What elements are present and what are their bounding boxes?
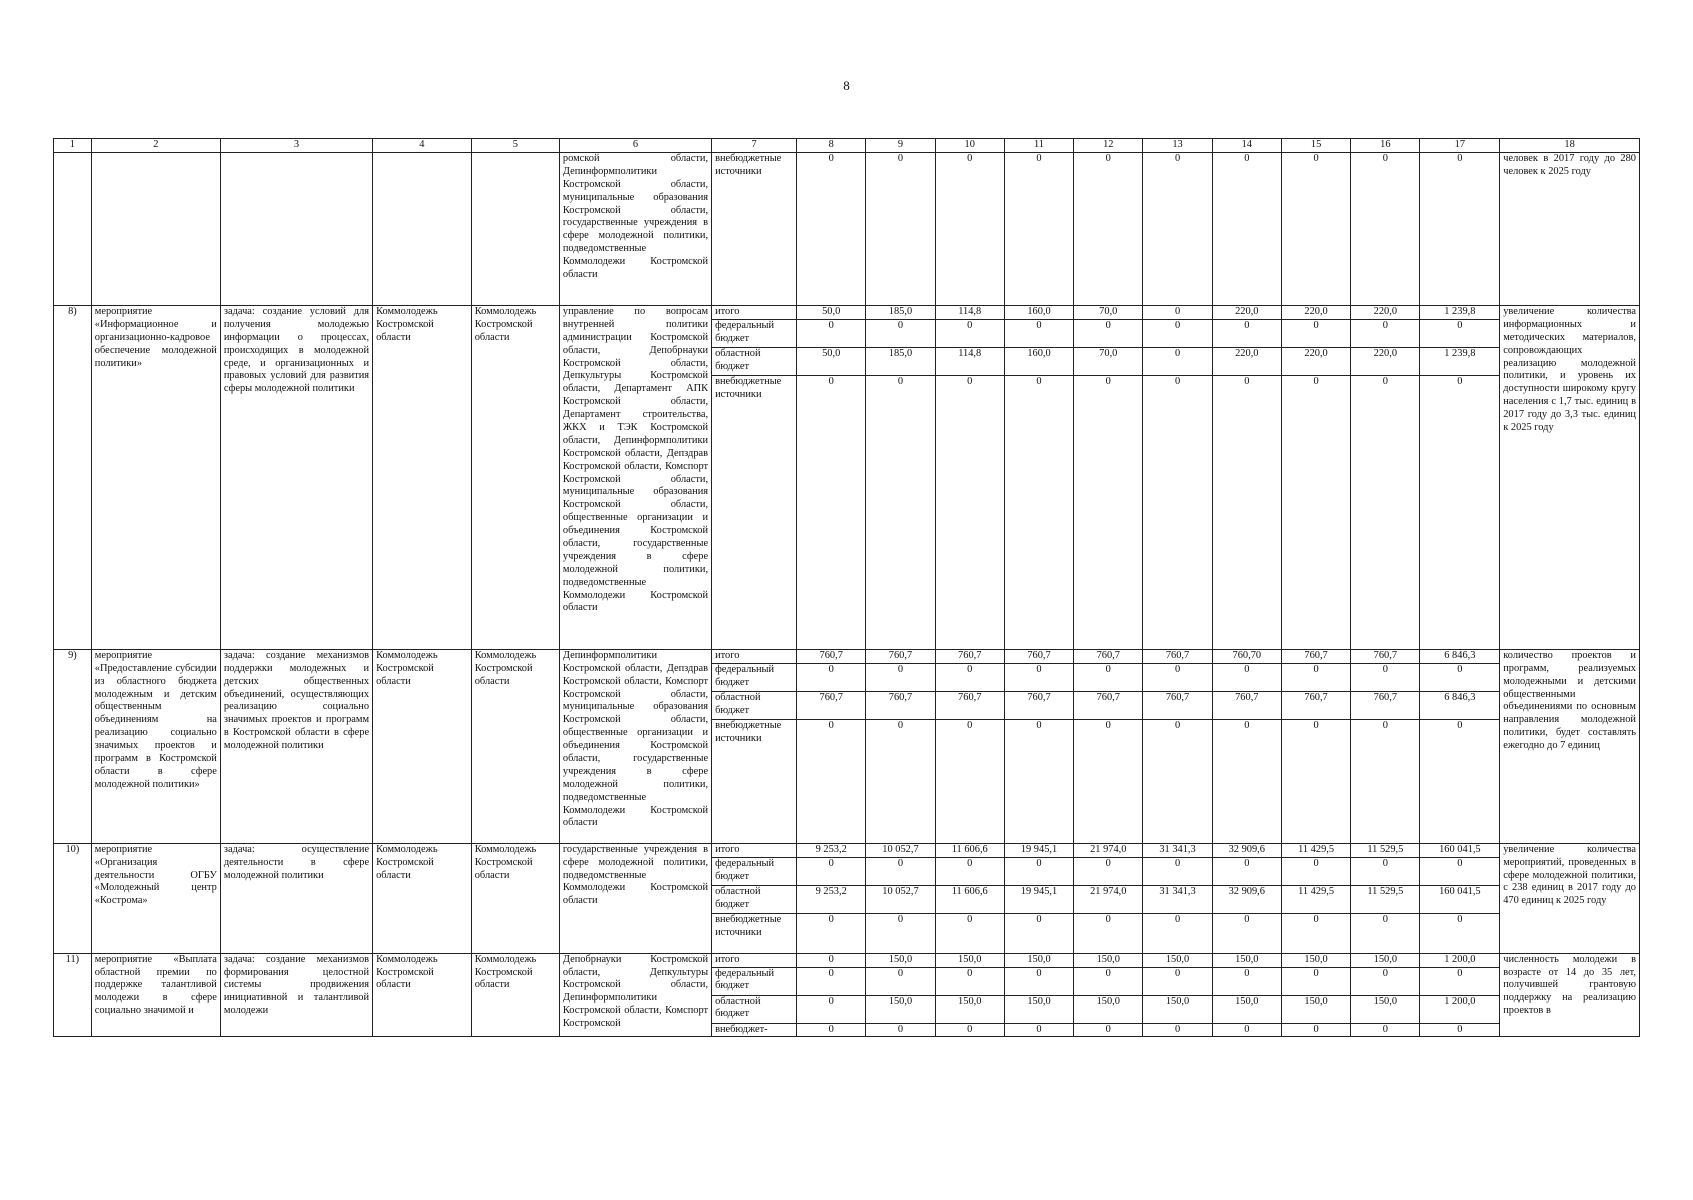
funding-value-cell: 32 909,6 [1212, 843, 1281, 857]
funding-value-cell: 11 429,5 [1281, 843, 1350, 857]
funding-value-cell: 11 606,6 [935, 843, 1004, 857]
funding-value-cell: 6 846,3 [1420, 649, 1500, 663]
funding-value-cell: 0 [935, 967, 1004, 995]
measure-name-cell: мероприятие «Выплата областной премии по поддержке талантливой молодежи в сфере социально значимой и [91, 953, 220, 1037]
funding-source-label: внебюджетные источники [712, 375, 797, 649]
funding-value-cell: 150,0 [1281, 953, 1350, 967]
participants-cell: ромской области, Депинформполитики Костромской области, муниципальные образования Костромской области, государственные учреждения в сфере молодежной политики, подведомственные Коммолодежи Костромской области [559, 153, 711, 306]
funding-value-cell: 0 [935, 719, 1004, 843]
funding-value-cell: 0 [935, 319, 1004, 347]
funding-source-label: внебюджетные источники [712, 913, 797, 953]
col-header-2: 2 [91, 139, 220, 153]
funding-source-label: федеральный бюджет [712, 319, 797, 347]
funding-value-cell: 0 [1074, 913, 1143, 953]
funding-value-cell: 0 [1420, 857, 1500, 885]
funding-value-cell: 50,0 [797, 347, 866, 375]
funding-value-cell: 0 [1281, 719, 1350, 843]
funding-value-cell: 0 [1212, 857, 1281, 885]
chief-administrator-cell: Коммолодежь Костромской области [471, 649, 559, 843]
funding-value-cell: 0 [1004, 663, 1073, 691]
funding-source-label: федеральный бюджет [712, 663, 797, 691]
funding-value-cell: 0 [1351, 319, 1420, 347]
col-header-5: 5 [471, 139, 559, 153]
funding-value-cell: 760,7 [1281, 691, 1350, 719]
funding-value-cell: 0 [797, 1023, 866, 1037]
funding-value-cell: 185,0 [866, 347, 935, 375]
funding-source-label: итого [712, 306, 797, 320]
funding-value-cell: 70,0 [1074, 347, 1143, 375]
funding-value-cell: 760,7 [797, 649, 866, 663]
funding-value-cell: 0 [866, 663, 935, 691]
col-header-11: 11 [1004, 139, 1073, 153]
funding-value-cell: 0 [1351, 1023, 1420, 1037]
funding-value-cell: 31 341,3 [1143, 843, 1212, 857]
col-header-15: 15 [1281, 139, 1350, 153]
measure-task-cell: задача: создание условий для получения молодежью информации о процессах, происходящих в молодежной среде, и организационных и правовых условий для развития сферы молодежной политики [220, 306, 372, 650]
funding-value-cell: 0 [797, 375, 866, 649]
funding-value-cell: 0 [1004, 967, 1073, 995]
col-header-18: 18 [1500, 139, 1640, 153]
chief-administrator-cell: Коммолодежь Костромской области [471, 306, 559, 650]
funding-value-cell: 0 [866, 967, 935, 995]
measure-number-cell: 10) [54, 843, 92, 953]
funding-value-cell: 1 239,8 [1420, 306, 1500, 320]
participants-cell: Депобрнауки Костромской области, Депкультуры Костромской области, Депинформполитики Костромской области, Комспорт Костромской [559, 953, 711, 1037]
funding-value-cell: 150,0 [1212, 953, 1281, 967]
measure-number-cell: 8) [54, 306, 92, 650]
program-table [53, 138, 1640, 1037]
responsible-executor-cell: Коммолодежь Костромской области [373, 843, 472, 953]
funding-value-cell: 160 041,5 [1420, 885, 1500, 913]
cell [220, 153, 372, 306]
responsible-executor-cell: Коммолодежь Костромской области [373, 306, 472, 650]
funding-value-cell: 0 [1143, 663, 1212, 691]
participants-cell: Депинформполитики Костромской области, Депздрав Костромской области, Комспорт Костромской области, муниципальные образования Костромской области, общественные организации и объединения Костромской области, государственные учреждения в сфере молодежной политики, подведомственные Коммолодежи Костромской области [559, 649, 711, 843]
funding-value-cell: 9 253,2 [797, 843, 866, 857]
cell [373, 153, 472, 306]
measure-name-cell: мероприятие «Предоставление субсидии из областного бюджета молодежным и детским общественным объединениям на реализацию социально значимых проектов и программ в Костромской области в сфере молодежной политики» [91, 649, 220, 843]
funding-value-cell: 0 [866, 319, 935, 347]
funding-value-cell: 50,0 [797, 306, 866, 320]
funding-value-cell: 0 [1212, 967, 1281, 995]
funding-value-cell: 11 429,5 [1281, 885, 1350, 913]
funding-value-cell: 150,0 [866, 953, 935, 967]
value-cell: 0 [1351, 153, 1420, 306]
col-header-7: 7 [712, 139, 797, 153]
funding-source-label: федеральный бюджет [712, 967, 797, 995]
funding-value-cell: 150,0 [1004, 995, 1073, 1023]
funding-value-cell: 760,7 [1143, 649, 1212, 663]
funding-value-cell: 0 [935, 857, 1004, 885]
measure-task-cell: задача: осуществление деятельности в сфере молодежной политики [220, 843, 372, 953]
funding-value-cell: 150,0 [1351, 953, 1420, 967]
funding-value-cell: 21 974,0 [1074, 843, 1143, 857]
value-cell: 0 [797, 153, 866, 306]
col-header-13: 13 [1143, 139, 1212, 153]
expected-result-cell: численность молодежи в возрасте от 14 до 35 лет, получившей грантовую поддержку на реализацию проектов в [1500, 953, 1640, 1037]
funding-value-cell: 0 [1143, 347, 1212, 375]
value-cell: 0 [1281, 153, 1350, 306]
cell [471, 153, 559, 306]
funding-value-cell: 150,0 [1143, 995, 1212, 1023]
funding-value-cell: 0 [1074, 663, 1143, 691]
column-number-row [54, 139, 1640, 153]
funding-value-cell: 150,0 [1351, 995, 1420, 1023]
value-cell: 0 [1004, 153, 1073, 306]
participants-cell: государственные учреждения в сфере молодежной политики, подведомственные Коммолодежи Костромской области [559, 843, 711, 953]
funding-value-cell: 0 [1074, 1023, 1143, 1037]
value-cell: 0 [1074, 153, 1143, 306]
funding-value-cell: 0 [1420, 663, 1500, 691]
funding-value-cell: 0 [935, 1023, 1004, 1037]
funding-value-cell: 760,7 [935, 649, 1004, 663]
funding-value-cell: 0 [1351, 375, 1420, 649]
funding-value-cell: 0 [1004, 719, 1073, 843]
funding-value-cell: 0 [1212, 1023, 1281, 1037]
responsible-executor-cell: Коммолодежь Костромской области [373, 953, 472, 1037]
funding-value-cell: 19 945,1 [1004, 885, 1073, 913]
funding-value-cell: 32 909,6 [1212, 885, 1281, 913]
funding-value-cell: 760,7 [866, 649, 935, 663]
cell [54, 153, 92, 306]
funding-value-cell: 0 [1143, 967, 1212, 995]
funding-value-cell: 160 041,5 [1420, 843, 1500, 857]
measure-8-total-row [54, 306, 1640, 320]
participants-cell: управление по вопросам внутренней политики администрации Костромской области, Депобрнауки Костромской области, Депкультуры Костромской области, Департамент АПК Костромской области, Департамент строительства, ЖКХ и ТЭК Костромской области, Депинформполитики Костромской области, Депздрав Костромской области, Комспорт Костромской области, муниципальные образования Костромской области, общественные организации и объединения Костромской области, государственные учреждения в сфере молодежной политики, подведомственные Коммолодежи Костромской области [559, 306, 711, 650]
funding-value-cell: 114,8 [935, 306, 1004, 320]
measure-task-cell: задача: создание механизмов формирования целостной системы продвижения инициативной и талантливой молодежи [220, 953, 372, 1037]
funding-value-cell: 760,7 [1074, 691, 1143, 719]
funding-value-cell: 0 [1212, 663, 1281, 691]
funding-source-label: областной бюджет [712, 347, 797, 375]
funding-value-cell: 220,0 [1212, 347, 1281, 375]
col-header-4: 4 [373, 139, 472, 153]
funding-value-cell: 220,0 [1281, 347, 1350, 375]
col-header-17: 17 [1420, 139, 1500, 153]
funding-value-cell: 0 [1281, 967, 1350, 995]
measure-name-cell: мероприятие «Информационное и организационно-кадровое обеспечение молодежной политики» [91, 306, 220, 650]
funding-value-cell: 150,0 [935, 953, 1004, 967]
funding-value-cell: 0 [1143, 857, 1212, 885]
funding-value-cell: 0 [1212, 319, 1281, 347]
funding-value-cell: 0 [1004, 319, 1073, 347]
col-header-8: 8 [797, 139, 866, 153]
source-label: внебюджетные источники [712, 153, 797, 306]
col-header-6: 6 [559, 139, 711, 153]
funding-source-label: внебюджетные источники [712, 719, 797, 843]
funding-value-cell: 0 [1420, 319, 1500, 347]
funding-value-cell: 760,7 [935, 691, 1004, 719]
funding-value-cell: 760,7 [1351, 691, 1420, 719]
funding-value-cell: 0 [797, 913, 866, 953]
funding-value-cell: 0 [935, 913, 1004, 953]
funding-value-cell: 760,70 [1212, 649, 1281, 663]
funding-value-cell: 760,7 [1143, 691, 1212, 719]
funding-value-cell: 0 [1074, 967, 1143, 995]
measure-task-cell: задача: создание механизмов поддержки молодежных и детских общественных объединений, осуществляющих реализацию социально значимых проектов и программ в Костромской области в сфере молодежной политики [220, 649, 372, 843]
funding-value-cell: 150,0 [866, 995, 935, 1023]
funding-value-cell: 0 [1074, 375, 1143, 649]
funding-source-label: внебюджет- [712, 1023, 797, 1037]
measure-9-total-row [54, 649, 1640, 663]
funding-value-cell: 0 [1420, 1023, 1500, 1037]
funding-value-cell: 10 052,7 [866, 843, 935, 857]
funding-value-cell: 0 [1143, 306, 1212, 320]
funding-value-cell: 150,0 [1074, 995, 1143, 1023]
funding-value-cell: 220,0 [1281, 306, 1350, 320]
chief-administrator-cell: Коммолодежь Костромской области [471, 953, 559, 1037]
funding-value-cell: 760,7 [1351, 649, 1420, 663]
funding-value-cell: 0 [797, 995, 866, 1023]
responsible-executor-cell: Коммолодежь Костромской области [373, 649, 472, 843]
funding-value-cell: 0 [1351, 913, 1420, 953]
funding-source-label: областной бюджет [712, 995, 797, 1023]
funding-value-cell: 0 [1281, 375, 1350, 649]
measure-number-cell: 11) [54, 953, 92, 1037]
funding-source-label: итого [712, 953, 797, 967]
funding-value-cell: 0 [1212, 913, 1281, 953]
measure-name-cell: мероприятие «Организация деятельности ОГБУ «Молодежный центр «Кострома» [91, 843, 220, 953]
funding-source-label: областной бюджет [712, 885, 797, 913]
value-cell: 0 [1212, 153, 1281, 306]
col-header-10: 10 [935, 139, 1004, 153]
funding-source-label: итого [712, 649, 797, 663]
chief-administrator-cell: Коммолодежь Костромской области [471, 843, 559, 953]
funding-value-cell: 11 606,6 [935, 885, 1004, 913]
result-cell: человек в 2017 году до 280 человек к 2025 году [1500, 153, 1640, 306]
funding-value-cell: 0 [1281, 1023, 1350, 1037]
funding-value-cell: 0 [1420, 967, 1500, 995]
funding-value-cell: 0 [1074, 719, 1143, 843]
funding-value-cell: 0 [1281, 319, 1350, 347]
funding-value-cell: 0 [797, 857, 866, 885]
funding-value-cell: 9 253,2 [797, 885, 866, 913]
funding-value-cell: 150,0 [1143, 953, 1212, 967]
funding-value-cell: 0 [797, 663, 866, 691]
funding-value-cell: 0 [1212, 719, 1281, 843]
col-header-1: 1 [54, 139, 92, 153]
funding-value-cell: 0 [1281, 857, 1350, 885]
funding-value-cell: 0 [935, 375, 1004, 649]
value-cell: 0 [1420, 153, 1500, 306]
measure-11-total-row [54, 953, 1640, 967]
funding-value-cell: 220,0 [1212, 306, 1281, 320]
funding-value-cell: 0 [797, 719, 866, 843]
funding-value-cell: 0 [1420, 375, 1500, 649]
funding-source-label: областной бюджет [712, 691, 797, 719]
funding-value-cell: 0 [1143, 319, 1212, 347]
value-cell: 0 [866, 153, 935, 306]
value-cell: 0 [935, 153, 1004, 306]
funding-value-cell: 11 529,5 [1351, 885, 1420, 913]
funding-value-cell: 0 [1143, 1023, 1212, 1037]
measure-10-total-row [54, 843, 1640, 857]
funding-value-cell: 760,7 [866, 691, 935, 719]
funding-value-cell: 160,0 [1004, 347, 1073, 375]
funding-value-cell: 0 [1351, 857, 1420, 885]
continuation-row [54, 153, 1640, 306]
funding-value-cell: 0 [866, 719, 935, 843]
funding-value-cell: 0 [866, 1023, 935, 1037]
funding-value-cell: 150,0 [1281, 995, 1350, 1023]
funding-value-cell: 1 200,0 [1420, 953, 1500, 967]
col-header-12: 12 [1074, 139, 1143, 153]
funding-value-cell: 0 [797, 953, 866, 967]
expected-result-cell: увеличение количества информационных и методических материалов, сопровождающих реализацию молодежной политики, и уровень их доступности широкому кругу населения с 1,7 тыс. единиц в 2017 году до 3,3 тыс. единиц к 2025 году [1500, 306, 1640, 650]
funding-value-cell: 760,7 [797, 691, 866, 719]
funding-value-cell: 31 341,3 [1143, 885, 1212, 913]
col-header-9: 9 [866, 139, 935, 153]
funding-value-cell: 760,7 [1281, 649, 1350, 663]
funding-value-cell: 11 529,5 [1351, 843, 1420, 857]
funding-value-cell: 0 [866, 913, 935, 953]
funding-value-cell: 0 [1281, 663, 1350, 691]
funding-value-cell: 0 [935, 663, 1004, 691]
funding-value-cell: 0 [1143, 913, 1212, 953]
expected-result-cell: увеличение количества мероприятий, проведенных в сфере молодежной политики, с 238 единиц в 2017 году до 470 единиц к 2025 году [1500, 843, 1640, 953]
funding-value-cell: 0 [1281, 913, 1350, 953]
funding-value-cell: 70,0 [1074, 306, 1143, 320]
funding-value-cell: 150,0 [1212, 995, 1281, 1023]
value-cell: 0 [1143, 153, 1212, 306]
funding-value-cell: 760,7 [1074, 649, 1143, 663]
funding-value-cell: 6 846,3 [1420, 691, 1500, 719]
col-header-16: 16 [1351, 139, 1420, 153]
funding-value-cell: 150,0 [1004, 953, 1073, 967]
cell [91, 153, 220, 306]
funding-value-cell: 0 [1351, 967, 1420, 995]
funding-value-cell: 21 974,0 [1074, 885, 1143, 913]
funding-value-cell: 10 052,7 [866, 885, 935, 913]
funding-value-cell: 1 200,0 [1420, 995, 1500, 1023]
page-number: 8 [843, 78, 850, 93]
funding-value-cell: 0 [1351, 719, 1420, 843]
funding-value-cell: 220,0 [1351, 347, 1420, 375]
funding-value-cell: 0 [1004, 1023, 1073, 1037]
funding-value-cell: 1 239,8 [1420, 347, 1500, 375]
funding-value-cell: 0 [1004, 375, 1073, 649]
funding-value-cell: 0 [1212, 375, 1281, 649]
funding-value-cell: 760,7 [1212, 691, 1281, 719]
funding-value-cell: 150,0 [935, 995, 1004, 1023]
measure-number-cell: 9) [54, 649, 92, 843]
funding-value-cell: 220,0 [1351, 306, 1420, 320]
funding-value-cell: 0 [797, 319, 866, 347]
col-header-3: 3 [220, 139, 372, 153]
funding-source-label: итого [712, 843, 797, 857]
funding-value-cell: 0 [797, 967, 866, 995]
funding-value-cell: 0 [1420, 913, 1500, 953]
funding-value-cell: 0 [1143, 719, 1212, 843]
funding-value-cell: 0 [1074, 319, 1143, 347]
funding-value-cell: 0 [1143, 375, 1212, 649]
funding-value-cell: 0 [1074, 857, 1143, 885]
funding-value-cell: 760,7 [1004, 691, 1073, 719]
funding-value-cell: 0 [1004, 913, 1073, 953]
funding-value-cell: 185,0 [866, 306, 935, 320]
funding-value-cell: 0 [866, 857, 935, 885]
funding-value-cell: 160,0 [1004, 306, 1073, 320]
funding-value-cell: 0 [1420, 719, 1500, 843]
funding-value-cell: 760,7 [1004, 649, 1073, 663]
funding-value-cell: 0 [1004, 857, 1073, 885]
funding-source-label: федеральный бюджет [712, 857, 797, 885]
funding-value-cell: 0 [866, 375, 935, 649]
col-header-14: 14 [1212, 139, 1281, 153]
expected-result-cell: количество проектов и программ, реализуемых молодежными и детскими общественными объединениями по основным направления молодежной политики, будет составлять ежегодно до 7 единиц [1500, 649, 1640, 843]
funding-value-cell: 114,8 [935, 347, 1004, 375]
funding-value-cell: 150,0 [1074, 953, 1143, 967]
funding-value-cell: 0 [1351, 663, 1420, 691]
funding-value-cell: 19 945,1 [1004, 843, 1073, 857]
